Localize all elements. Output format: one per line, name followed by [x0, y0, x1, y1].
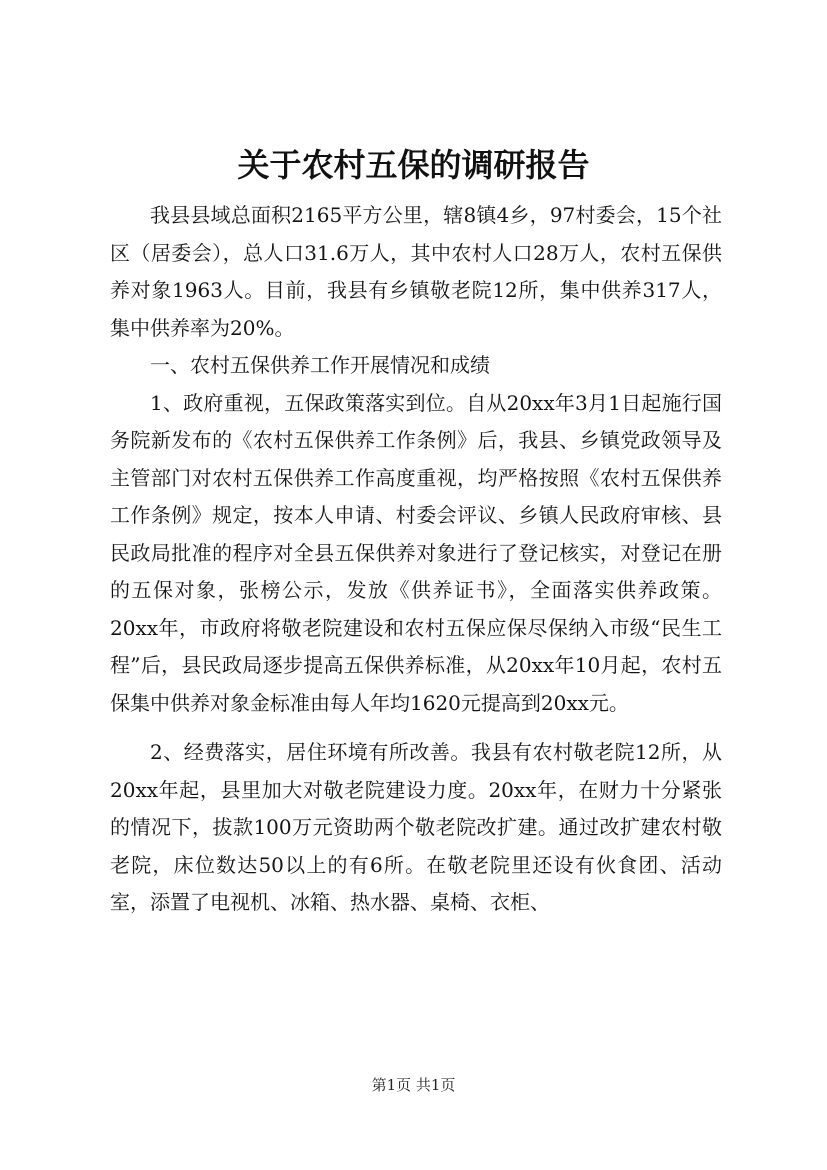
paragraph-overview: 我县县域总面积2165平方公里，辖8镇4乡，97村委会，15个社区（居委会），总人口31.6万人，其中农村人口28万人，农村五保供养对象1963人。目前，我县有乡镇敬老院12所，集中供养317人，集中供养率为20%。 — [110, 203, 722, 340]
document-title: 关于农村五保的调研报告 — [237, 146, 590, 184]
paragraph-policy: 1、政府重视，五保政策落实到位。自从20xx年3月1日起施行国务院新发布的《农村五保供养工作条例》后，我县、乡镇党政领导及主管部门对农村五保供养工作高度重视，均严格按照《农村五保供养工作条例》规定，按本人申请、村委会评议、乡镇人民政府审核、县民政局批准的程序对全县五保供养对象进行了登记核实，对登记在册的五保对象，张榜公示，发放《供养证书》，全面落实供养政策。20xx年，市政府将敬老院建设和农村五保应保尽保纳入市级“民生工程”后，县民政局逐步提高五保供养标准，从20xx年10月起，农村五保集中供养对象金标准由每人年均1620元提高到20xx元。 — [110, 390, 722, 715]
page-footer: 第1页 共1页 — [371, 1076, 456, 1094]
section-heading: 一、农村五保供养工作开展情况和成绩 — [150, 353, 490, 377]
document-body — [110, 197, 722, 922]
paragraph-funding: 2、经费落实，居住环境有所改善。我县有农村敬老院12所，从20xx年起，县里加大对敬老院建设力度。20xx年，在财力十分紧张的情况下，拔款100万元资助两个敬老院改扩建。通过改扩建农村敬老院，床位数达50以上的有6所。在敬老院里还设有伙食团、活动室，添置了电视机、冰箱、热水器、桌椅、衣柜、 — [110, 740, 722, 914]
